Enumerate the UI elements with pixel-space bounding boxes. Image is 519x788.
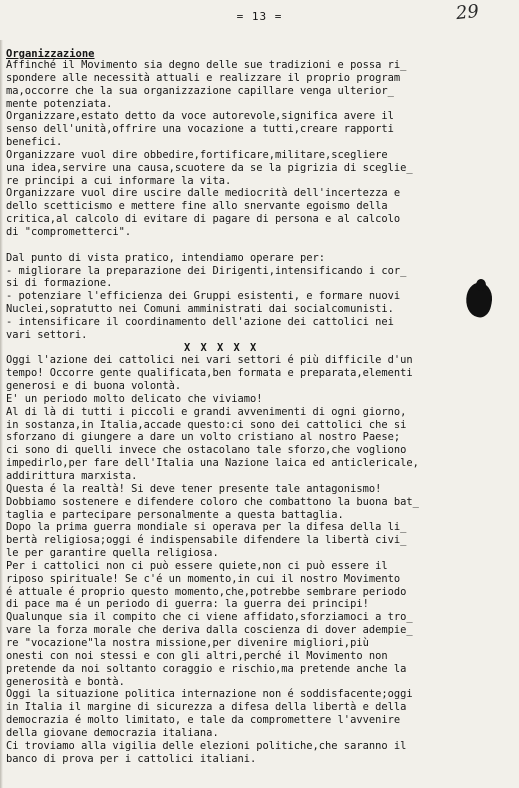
text-line: sforzano di giungere a dare un volto cristiano al nostro Paese; [6,431,401,444]
text-line: Nuclei,sopratutto nei Comuni amministrati dai socialcomunisti. [6,303,394,316]
text-line: Organizzare,estato detto da voce autorevole,significa avere il [6,110,394,123]
text-line: di "comprometterci". [6,225,132,238]
text-line: vari settori. [6,328,88,341]
section-title: Organizzazione [6,48,95,60]
text-line: Oggi la situazione politica internazione non é soddisfacente;oggi [6,688,413,701]
text-line: generosi e di buona volontà. [6,380,182,393]
text-line: re "vocazione"la nostra missione,per divenire migliori,più [6,636,369,649]
text-line: E' un periodo molto delicato che viviamo! [6,392,263,405]
text-line: onesti con noi stessi e con gli altri,perché il Movimento non [6,649,388,662]
text-line: Per i cattolici non ci può essere quiete,non ci può essere il [6,559,388,572]
document-body [6,59,512,765]
text-line: ci sono di quelli invece che ostacolano tale sforzo,che vogliono [6,444,407,457]
text-line: democrazia é molto limitato, e tale da compromettere l'avvenire [6,714,401,727]
text-line: Affinché il Movimento sia degno delle sue tradizioni e possa ri_ [6,59,407,71]
text-line: é attuale é proprio questo momento,che,potrebbe sembrare periodo [6,585,407,598]
text-line: Al di là di tutti i piccoli e grandi avvenimenti di ogni giorno, [6,405,407,418]
page-number: = 13 = [236,10,283,23]
text-line: taglia e partecipare personalmente a questa battaglia. [6,508,344,521]
text-line: di pace ma é un periodo di guerra: la guerra dei principi! [6,598,369,611]
text-line: impedirlo,per fare dell'Italia una Nazione laica ed anticlericale, [6,457,419,470]
text-line: in sostanza,in Italia,accade questo:ci sono dei cattolici che si [6,418,407,431]
text-line: una idea,servire una causa,scuotere da se la pigrizia di sceglie_ [6,161,413,174]
text-line: Organizzare vuol dire obbedire,fortificare,militare,scegliere [6,148,388,161]
text-line: vare la forza morale che deriva dalla coscienza di dover adempie_ [6,624,413,637]
text-line: le per garantire quella religiosa. [6,547,219,560]
text-line: Dal punto di vista pratico, intendiamo operare per: [6,251,326,264]
blank-line [6,239,512,252]
text-line: Ci troviamo alla vigilia delle elezioni politiche,che saranno il [6,739,407,752]
text-line: generosità e bontà. [6,675,125,688]
text-line: si di formazione. [6,277,113,290]
text-line: riposo spirituale! Se c'é un momento,in cui il nostro Movimento [6,572,401,585]
text-line: Qualunque sia il compito che ci viene affidato,sforziamoci a tro_ [6,611,413,624]
text-line: pretende da noi soltanto coraggio e rischio,ma pretende anche la [6,662,407,675]
text-line: banco di prova per i cattolici italiani. [6,752,257,765]
text-line: Organizzare vuol dire uscire dalle mediocrità dell'incertezza e [6,187,401,200]
text-line: Dopo la prima guerra mondiale si operava per la difesa della li_ [6,521,407,534]
text-line: Oggi l'azione dei cattolici nei vari settori é più difficile d'un [6,354,413,367]
text-line: bertà religiosa;oggi é indispensabile difendere la libertà civi_ [6,534,407,547]
text-line: tempo! Occorre gente qualificata,ben formata e preparata,elementi [6,367,413,380]
text-line: - intensificare il coordinamento dell'azione dei cattolici nei [6,315,394,328]
text-line: - potenziare l'efficienza dei Gruppi esistenti, e formare nuovi [6,290,401,303]
text-line: - migliorare la preparazione dei Dirigenti,intensificando i cor_ [6,264,407,277]
section-separator: X X X X X [184,341,259,354]
text-line: mente potenziata. [6,97,113,110]
scan-edge-shadow [0,40,3,788]
text-line: benefici. [6,136,63,149]
text-line: ma,occorre che la sua organizzazione capillare venga ulterior_ [6,84,394,97]
text-line: senso dell'unità,offrire una vocazione a tutti,creare rapporti [6,123,394,136]
text-line: in Italia il margine di sicurezza a difesa della libertà e della [6,701,407,714]
text-line: critica,al calcolo di evitare di pagare di persona e al calcolo [6,213,401,226]
text-line: della giovane democrazia italiana. [6,726,219,739]
text-line: dello scetticismo e mettere fine allo snervante egoismo della [6,200,388,213]
text-line: Questa é la realtà! Si deve tener presente tale antagonismo! [6,482,382,495]
handwritten-page-number: 29 [454,0,480,25]
ink-blot-drop [476,279,486,291]
text-line: Dobbiamo sostenere e difendere coloro che combattono la buona bat_ [6,495,419,508]
text-line: re principi a cui informare la vita. [6,174,232,187]
text-line: spondere alle necessità attuali e realizzare il proprio program [6,71,401,84]
text-line: addirittura marxista. [6,470,138,482]
